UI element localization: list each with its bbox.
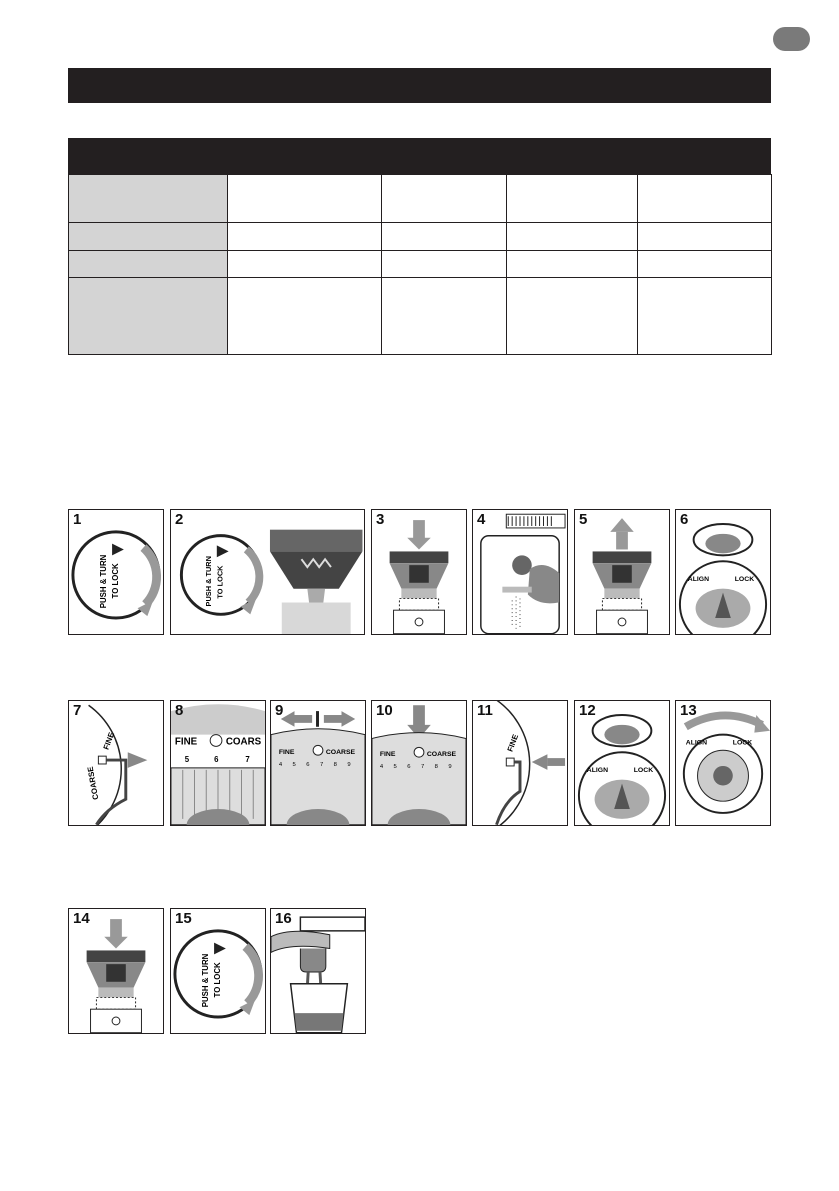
- grind-dial-insert-illustration: [473, 701, 567, 825]
- step-number: 13: [680, 702, 697, 719]
- grind-dial-push-illustration: [372, 701, 466, 825]
- step-number: 9: [275, 702, 284, 719]
- step-number: 5: [579, 511, 588, 528]
- step-panel-9: [270, 700, 366, 826]
- grind-start-illustration: [473, 510, 567, 634]
- step-text: LOCK: [633, 766, 654, 774]
- step-panel-14: [68, 908, 164, 1034]
- section-header-band: [68, 68, 771, 103]
- espresso-pour-illustration: [271, 909, 365, 1033]
- table-row: [69, 175, 772, 223]
- step-text: COARS: [225, 736, 262, 748]
- upper-burr-lock-illustration: [676, 701, 770, 825]
- step-text: PUSH & TURN: [203, 556, 213, 607]
- step-number: 12: [579, 702, 596, 719]
- table-header-band: [68, 138, 771, 174]
- step-text: TO LOCK: [212, 962, 222, 998]
- step-text: 7: [245, 755, 250, 765]
- step-text: FINE: [379, 751, 396, 759]
- hopper-remove-illustration: [575, 510, 669, 634]
- step-text: 7: [420, 763, 425, 770]
- step-text: ALIGN: [685, 739, 708, 747]
- step-text: 8: [333, 761, 337, 768]
- step-number: 16: [275, 910, 292, 927]
- step-panel-16: [270, 908, 366, 1034]
- step-text: LOCK: [732, 739, 753, 747]
- step-panel-10: [371, 700, 467, 826]
- step-panel-4: [472, 509, 568, 635]
- hopper-lock-illustration: [171, 909, 265, 1033]
- step-text: PUSH & TURN: [99, 554, 109, 609]
- step-number: 11: [477, 702, 493, 719]
- step-panel-2: [170, 509, 365, 635]
- step-text: LOCK: [734, 575, 755, 583]
- step-text: ALIGN: [586, 766, 609, 774]
- step-text: FINE: [278, 749, 295, 757]
- step-text: 9: [448, 763, 452, 770]
- grind-adjust-illustration: [271, 701, 365, 825]
- step-text: 7: [319, 761, 324, 768]
- step-text: FINE: [101, 731, 117, 751]
- step-text: 6: [306, 761, 310, 768]
- step-text: 6: [407, 763, 411, 770]
- step-panel-12: [574, 700, 670, 826]
- step-number: 10: [376, 702, 393, 719]
- step-text: 6: [214, 755, 219, 765]
- step-number: 15: [175, 910, 192, 927]
- step-number: 7: [73, 702, 82, 719]
- step-text: TO LOCK: [215, 565, 225, 599]
- spec-table: [68, 174, 772, 355]
- table-row: [69, 251, 772, 278]
- step-number: 8: [175, 702, 184, 719]
- step-text: 4: [278, 761, 283, 768]
- step-text: 9: [347, 761, 351, 768]
- step-text: 4: [379, 763, 384, 770]
- step-panel-6: [675, 509, 771, 635]
- step-panel-15: [170, 908, 266, 1034]
- step-text: 5: [393, 763, 397, 770]
- step-number: 6: [680, 511, 689, 528]
- table-row: [69, 223, 772, 251]
- language-badge: [773, 27, 810, 51]
- step-number: 1: [73, 511, 82, 528]
- grind-dial-pull-illustration: [69, 701, 163, 825]
- step-number: 4: [477, 511, 486, 528]
- step-panel-11: [472, 700, 568, 826]
- hopper-press-illustration: [372, 510, 466, 634]
- step-text: ALIGN: [687, 575, 710, 583]
- hopper-reinsert-illustration: [69, 909, 163, 1033]
- grind-setting-illustration: [171, 701, 265, 825]
- lid-lock-illustration: [69, 510, 163, 634]
- upper-burr-remove-illustration: [676, 510, 770, 634]
- upper-burr-insert-illustration: [575, 701, 669, 825]
- step-text: 5: [292, 761, 296, 768]
- step-panel-5: [574, 509, 670, 635]
- step-text: 5: [184, 755, 190, 765]
- step-text: COARSE: [85, 765, 101, 801]
- step-text: TO LOCK: [110, 563, 120, 599]
- step-panel-13: [675, 700, 771, 826]
- step-panel-1: [68, 509, 164, 635]
- step-number: 2: [175, 511, 184, 528]
- step-text: 8: [434, 763, 438, 770]
- hopper-fill-illustration: [171, 510, 364, 634]
- step-text: COARSE: [426, 751, 457, 759]
- step-text: COARSE: [325, 749, 356, 757]
- step-text: FINE: [174, 736, 198, 748]
- step-panel-3: [371, 509, 467, 635]
- table-row: [69, 278, 772, 355]
- step-number: 3: [376, 511, 385, 528]
- step-number: 14: [73, 910, 90, 927]
- step-panel-7: [68, 700, 164, 826]
- step-text: PUSH & TURN: [201, 953, 211, 1008]
- step-text: FINE: [505, 733, 521, 753]
- step-panel-8: [170, 700, 266, 826]
